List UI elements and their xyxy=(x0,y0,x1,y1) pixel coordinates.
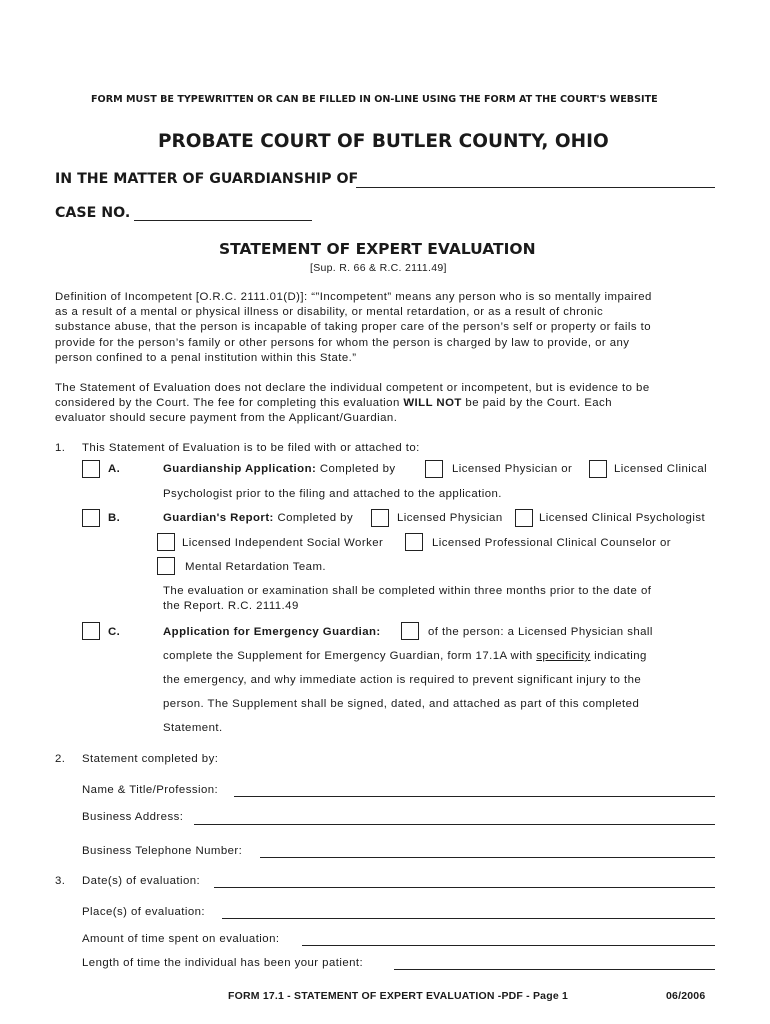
checkbox-b-psychologist[interactable] xyxy=(515,509,533,527)
definition-line: substance abuse, that the person is incapable of taking proper care of the person’s self or property or fails to xyxy=(55,321,651,334)
option-b-physician-label: Licensed Physician xyxy=(397,512,503,524)
option-a-heading: Guardianship Application: xyxy=(163,463,317,475)
business-address-label: Business Address: xyxy=(82,811,184,823)
checkbox-b-physician[interactable] xyxy=(371,509,389,527)
top-notice: FORM MUST BE TYPEWRITTEN OR CAN BE FILLED IN ON-LINE USING THE FORM AT THE COURT'S WEBSITE xyxy=(91,94,658,105)
statement-line: evaluator should secure payment from the Applicant/Guardian. xyxy=(55,412,398,425)
section-2-intro: Statement completed by: xyxy=(82,753,219,765)
definition-line: provide for the person’s family or other persons for whom the person is charged by law to provide, or any xyxy=(55,336,630,349)
section-1-intro: This Statement of Evaluation is to be filed with or attached to: xyxy=(82,442,420,454)
option-b-completed-by: Completed by xyxy=(277,512,354,524)
option-c-line-2 xyxy=(163,650,647,662)
evaluation-time-field[interactable] xyxy=(302,945,715,946)
section-1-number: 1. xyxy=(55,442,66,454)
evaluation-places-label: Place(s) of evaluation: xyxy=(82,906,206,918)
option-b-social-worker-label: Licensed Independent Social Worker xyxy=(182,537,384,549)
option-b-letter: B. xyxy=(108,512,121,524)
option-b-note-line-1: The evaluation or examination shall be completed within three months prior to the date of xyxy=(163,585,652,597)
business-phone-field[interactable] xyxy=(260,857,715,858)
matter-name-field[interactable] xyxy=(356,187,715,188)
evaluation-places-field[interactable] xyxy=(222,918,715,919)
option-a-physician-label: Licensed Physician or xyxy=(452,463,573,475)
specificity-emphasis: specificity xyxy=(536,650,591,662)
option-c-heading: Application for Emergency Guardian: xyxy=(163,626,381,638)
option-a-line xyxy=(163,463,396,475)
option-a-completed-by: Completed by xyxy=(319,463,396,475)
option-c-line-1: of the person: a Licensed Physician shall xyxy=(428,626,653,638)
form-subtitle: [Sup. R. 66 & R.C. 2111.49] xyxy=(310,262,447,274)
option-c-text: complete the Supplement for Emergency Guardian, form 17.1A with xyxy=(163,650,537,662)
patient-length-field[interactable] xyxy=(394,969,715,970)
option-c-line-4: person. The Supplement shall be signed, dated, and attached as part of this completed xyxy=(163,698,640,710)
footer-date: 06/2006 xyxy=(666,990,706,1002)
patient-length-label: Length of time the individual has been your patient: xyxy=(82,957,364,969)
checkbox-b[interactable] xyxy=(82,509,100,527)
option-b-mr-team-label: Mental Retardation Team. xyxy=(185,561,327,573)
business-address-field[interactable] xyxy=(194,824,715,825)
name-title-field[interactable] xyxy=(234,796,715,797)
checkbox-b-counselor[interactable] xyxy=(405,533,423,551)
definition-line: as a result of a mental or physical illness or disability, or mental retardation, or as a result of chronic xyxy=(55,306,604,319)
case-label: CASE NO. xyxy=(55,205,131,221)
checkbox-a[interactable] xyxy=(82,460,100,478)
statement-line: The Statement of Evaluation does not declare the individual competent or incompetent, but is evidence to be xyxy=(55,382,650,394)
statement-line xyxy=(55,396,725,411)
checkbox-a-physician[interactable] xyxy=(425,460,443,478)
statement-paragraph xyxy=(55,381,725,427)
option-b-heading: Guardian's Report: xyxy=(163,512,274,524)
checkbox-a-psychologist[interactable] xyxy=(589,460,607,478)
option-b-counselor-label: Licensed Professional Clinical Counselor or xyxy=(432,537,672,549)
form-title: STATEMENT OF EXPERT EVALUATION xyxy=(219,240,536,258)
case-number-field[interactable] xyxy=(134,220,312,221)
checkbox-b-mr-team[interactable] xyxy=(157,557,175,575)
option-a-letter: A. xyxy=(108,463,121,475)
statement-text: considered by the Court. The fee for completing this evaluation xyxy=(55,397,404,410)
court-title: PROBATE COURT OF BUTLER COUNTY, OHIO xyxy=(158,131,609,152)
footer-form-line: FORM 17.1 - STATEMENT OF EXPERT EVALUATION -PDF - Page 1 xyxy=(228,990,569,1002)
option-c-text: indicating xyxy=(590,650,647,662)
evaluation-dates-field[interactable] xyxy=(214,887,715,888)
checkbox-c-person[interactable] xyxy=(401,622,419,640)
option-b-note-line-2: the Report. R.C. 2111.49 xyxy=(163,600,299,612)
statement-text: be paid by the Court. Each xyxy=(461,397,612,410)
definition-line: Definition of Incompetent [O.R.C. 2111.01(D)]: “”Incompetent” means any person who is so mentally impaired xyxy=(55,291,652,303)
option-b-psychologist-label: Licensed Clinical Psychologist xyxy=(539,512,706,524)
evaluation-dates-label: Date(s) of evaluation: xyxy=(82,875,201,887)
option-c-line-3: the emergency, and why immediate action is required to prevent significant injury to the xyxy=(163,674,642,686)
option-b-line xyxy=(163,512,353,524)
section-2-number: 2. xyxy=(55,753,66,765)
definition-line: person confined to a penal institution within this State.” xyxy=(55,351,357,364)
option-c-letter: C. xyxy=(108,626,121,638)
will-not-emphasis: WILL NOT xyxy=(403,397,462,410)
checkbox-b-social-worker[interactable] xyxy=(157,533,175,551)
option-a-psychologist-label: Licensed Clinical xyxy=(614,463,708,475)
section-3-number: 3. xyxy=(55,875,66,887)
checkbox-c[interactable] xyxy=(82,622,100,640)
evaluation-time-label: Amount of time spent on evaluation: xyxy=(82,933,280,945)
name-title-label: Name & Title/Profession: xyxy=(82,784,219,796)
matter-label: IN THE MATTER OF GUARDIANSHIP OF xyxy=(55,171,359,187)
option-c-line-5: Statement. xyxy=(163,722,223,734)
option-a-continuation: Psychologist prior to the filing and attached to the application. xyxy=(163,488,502,500)
definition-paragraph xyxy=(55,290,725,366)
business-phone-label: Business Telephone Number: xyxy=(82,845,243,857)
